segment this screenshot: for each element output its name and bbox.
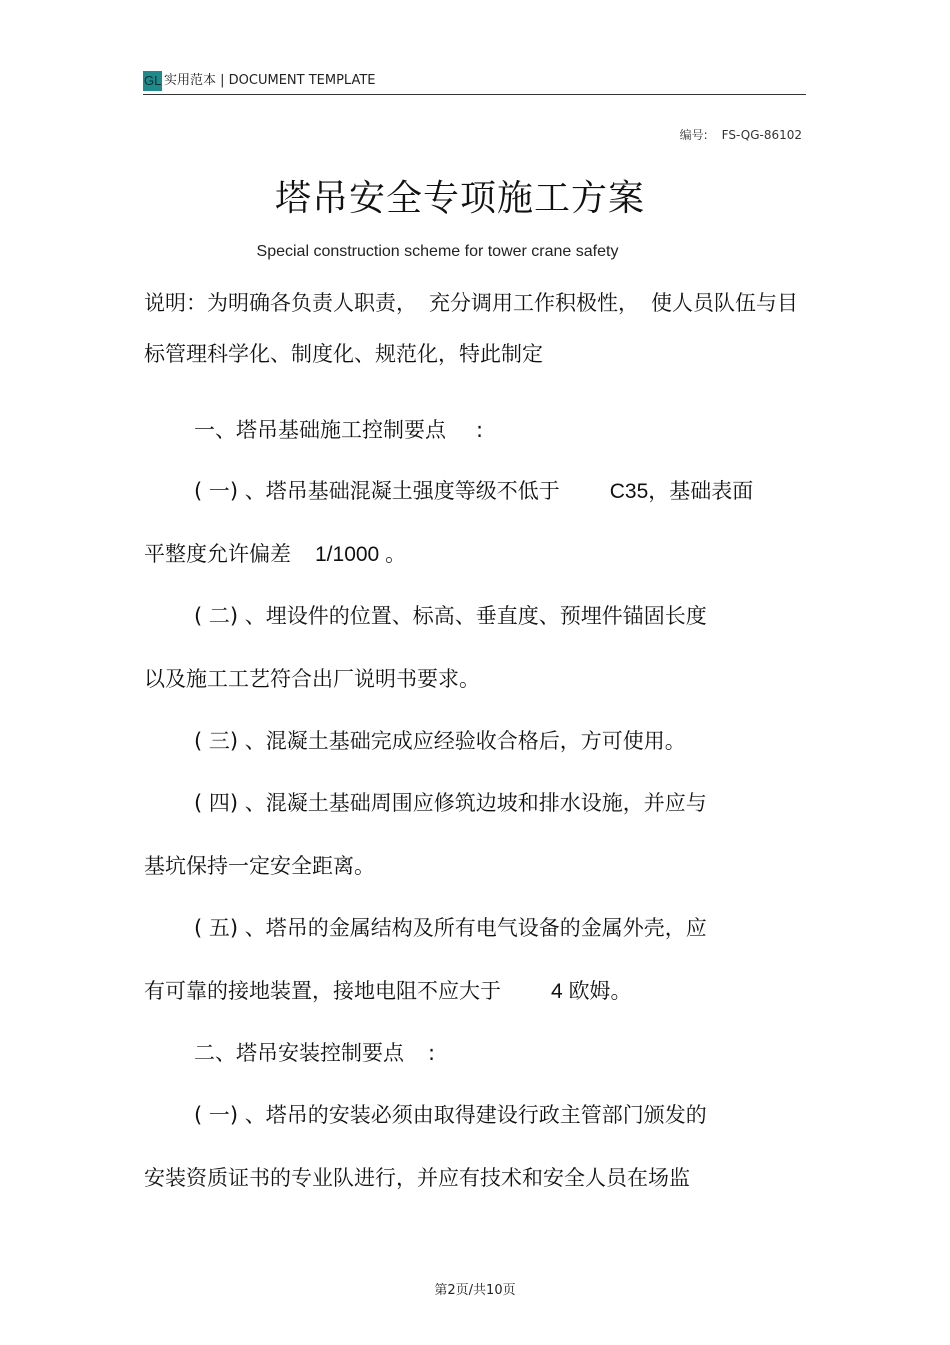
- document-number: [680, 126, 802, 143]
- s1-item-1-text-d: 1/1000 。: [315, 543, 407, 566]
- page-footer: 第2页/共10页: [434, 1283, 516, 1298]
- document-number-value: FS-QG-86102: [721, 128, 802, 142]
- s1-item-5-text-c: 4 欧姆。: [551, 980, 632, 1003]
- s1-item-2-line-2: 以及施工工艺符合出厂说明书要求。: [144, 667, 480, 691]
- logo-badge: GL: [143, 71, 162, 91]
- s2-item-1-line-1: ( 一) 、塔吊的安装必须由取得建设行政主管部门颁发的: [194, 1103, 707, 1127]
- s1-item-4-line-1: ( 四) 、混凝土基础周围应修筑边坡和排水设施，并应与: [194, 791, 707, 815]
- section-1-heading: [194, 416, 483, 444]
- intro-part-2: 充分调用工作积极性，: [429, 291, 639, 315]
- s1-item-3: ( 三) 、混凝土基础完成应经验收合格后，方可使用。: [194, 729, 686, 753]
- section-2-heading-text: 二、塔吊安装控制要点: [194, 1041, 404, 1065]
- s1-item-1-text-b: C35，基础表面: [609, 480, 754, 503]
- section-2-heading: [194, 1039, 435, 1067]
- s1-item-1-line-2: [144, 540, 406, 569]
- s1-item-1-line-1: [194, 477, 753, 506]
- intro-part-3: 使人员队伍与目: [651, 291, 798, 315]
- intro-line-1: [144, 289, 798, 317]
- s1-item-5-line-2: [144, 977, 632, 1006]
- page-header: [143, 70, 806, 95]
- s1-item-5-line-1: ( 五) 、塔吊的金属结构及所有电气设备的金属外壳，应: [194, 916, 707, 940]
- intro-line-2: 标管理科学化、制度化、规范化，特此制定: [144, 342, 543, 366]
- section-1-heading-text: 一、塔吊基础施工控制要点: [194, 418, 446, 442]
- intro-part-1: 说明：为明确各负责人职责，: [144, 291, 417, 315]
- s1-item-2-line-1: ( 二) 、埋设件的位置、标高、垂直度、预埋件锚固长度: [194, 604, 707, 628]
- section-1-colon: :: [476, 418, 484, 442]
- s1-item-1-text-c: 平整度允许偏差: [144, 542, 291, 566]
- s1-item-5-text-b: 有可靠的接地装置，接地电阻不应大于: [144, 979, 501, 1003]
- s1-item-4-line-2: 基坑保持一定安全距离。: [144, 854, 375, 878]
- header-title: 实用范本 | DOCUMENT TEMPLATE: [164, 73, 376, 88]
- document-number-label: 编号:: [679, 128, 708, 142]
- document-title: 塔吊安全专项施工方案: [274, 178, 645, 219]
- document-subtitle: Special construction scheme for tower crane safety: [256, 243, 619, 260]
- section-2-colon: :: [428, 1041, 436, 1065]
- s2-item-1-line-2: 安装资质证书的专业队进行，并应有技术和安全人员在场监: [144, 1166, 690, 1190]
- s1-item-1-text-a: ( 一) 、塔吊基础混凝土强度等级不低于: [194, 479, 560, 503]
